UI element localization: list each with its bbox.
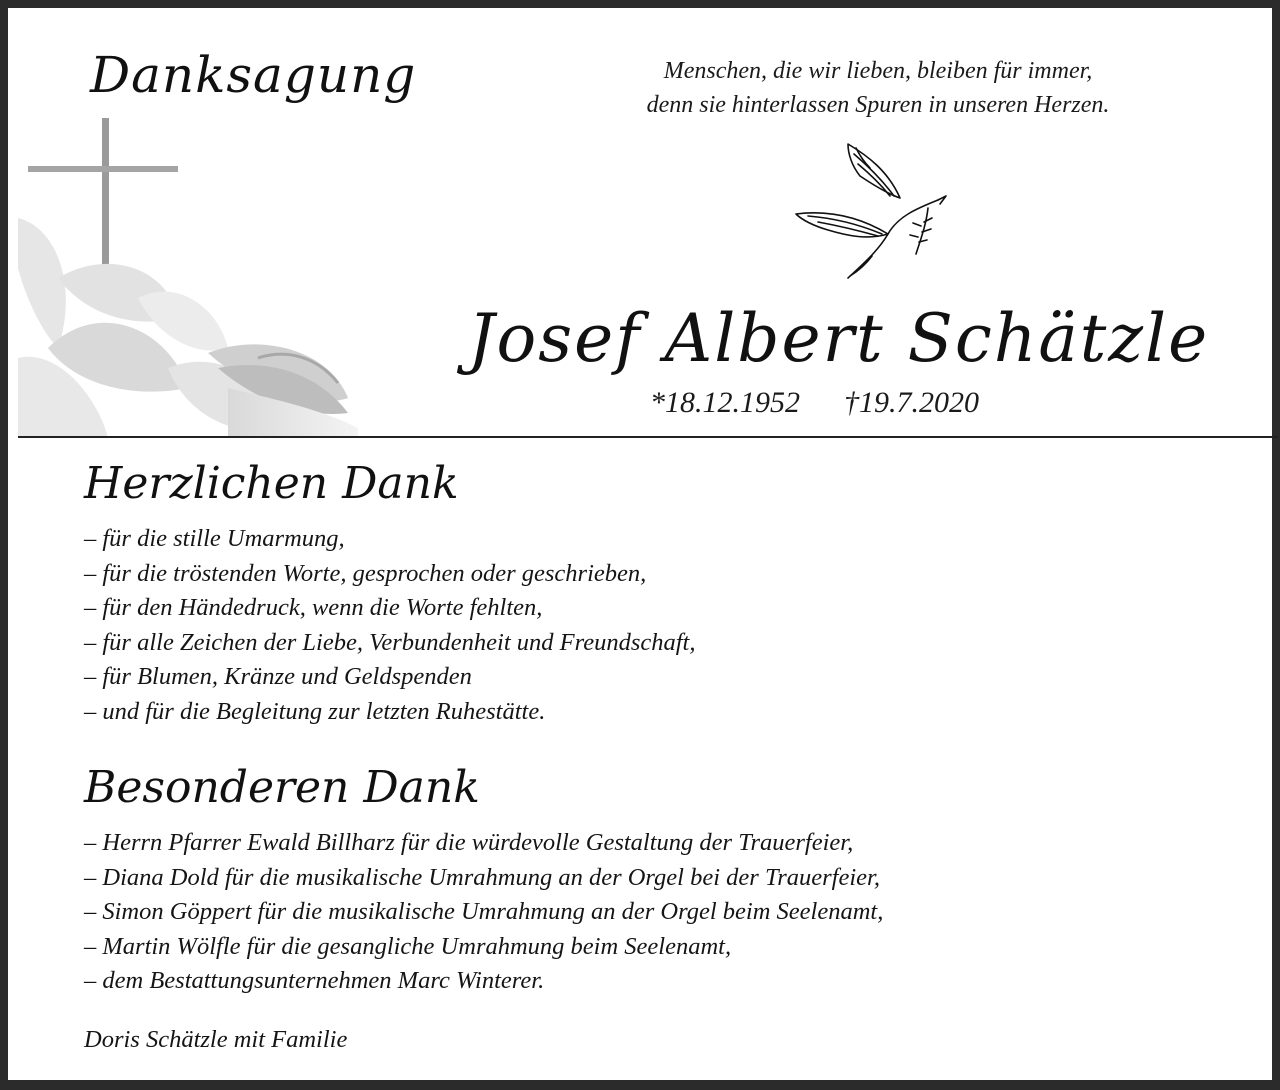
list-item: – für die tröstenden Worte, gesprochen oder geschrieben,	[84, 559, 647, 587]
motto-line: Menschen, die wir lieben, bleiben für immer,	[663, 58, 1093, 84]
list-item: – für alle Zeichen der Liebe, Verbundenheit und Freundschaft,	[84, 628, 696, 656]
birth-date: *18.12.1952	[650, 386, 800, 419]
list-item: – für die stille Umarmung,	[84, 525, 345, 552]
death-date: †19.7.2020	[844, 386, 979, 419]
list-item: – Diana Dold für die musikalische Umrahmung an der Orgel bei der Trauerfeier,	[84, 863, 880, 891]
life-dates	[650, 386, 979, 420]
list-item: – Simon Göppert für die musikalische Umrahmung an der Orgel beim Seelenamt,	[84, 898, 884, 925]
deceased-name: Josef Albert Schätzle	[468, 300, 1210, 377]
list-item: – Herrn Pfarrer Ewald Billharz für die würdevolle Gestaltung der Trauerfeier,	[84, 829, 854, 856]
section-title-herzlichen-dank: Herzlichen Dank	[84, 458, 459, 509]
section-title-besonderen-dank: Besonderen Dank	[84, 762, 480, 813]
list-item: – für Blumen, Kränze und Geldspenden	[84, 663, 472, 690]
motto-line: denn sie hinterlassen Spuren in unseren Herzen.	[646, 92, 1110, 118]
page-title: Danksagung	[90, 46, 417, 104]
motto	[538, 54, 1218, 122]
dove-icon	[788, 136, 948, 286]
list-item: – dem Bestattungsunternehmen Marc Winterer.	[84, 967, 545, 994]
header-panel	[18, 18, 1278, 436]
cross-with-lilies-icon	[18, 98, 368, 436]
signature: Doris Schätzle mit Familie	[84, 1026, 348, 1053]
list-item: – für den Händedruck, wenn die Worte fehlten,	[84, 594, 543, 621]
divider	[18, 436, 1278, 438]
list-item: – Martin Wölfle für die gesangliche Umrahmung beim Seelenamt,	[84, 932, 732, 960]
special-thanks-list	[84, 826, 883, 999]
thanks-list	[84, 522, 695, 729]
list-item: – und für die Begleitung zur letzten Ruhestätte.	[84, 697, 546, 725]
